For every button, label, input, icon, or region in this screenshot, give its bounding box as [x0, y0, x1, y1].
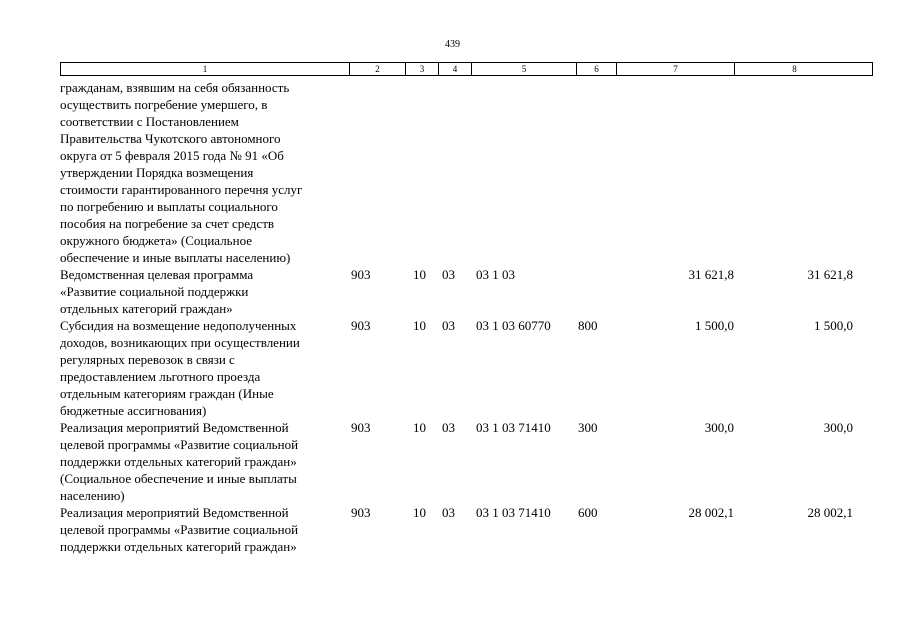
header-col-7: 7: [617, 63, 735, 75]
header-col-4: 4: [439, 63, 472, 75]
description-line: стоимости гарантированного перечня услуг: [60, 182, 303, 197]
section-code: 10: [413, 267, 426, 282]
table-row: [60, 317, 873, 419]
header-col-1: 1: [61, 63, 350, 75]
description-line: «Развитие социальной поддержки: [60, 284, 249, 299]
subsection-code: [438, 79, 471, 266]
description-line: Субсидия на возмещение недополученных: [60, 318, 297, 333]
page-number: 439: [445, 39, 460, 50]
expense-type-code: [576, 79, 616, 266]
description-line: соответствии с Постановлением: [60, 114, 239, 129]
description-line: Правительства Чукотского автономного: [60, 131, 281, 146]
description-line: поддержки отдельных категорий граждан»: [60, 539, 297, 554]
expense-type-code: 800: [578, 318, 598, 333]
ministry-code: [349, 79, 405, 266]
description-line: доходов, возникающих при осуществлении: [60, 335, 300, 350]
description-line: населению): [60, 488, 125, 503]
description-line: отдельным категориям граждан (Иные: [60, 386, 274, 401]
table-body: [60, 79, 873, 555]
description-line: окружного бюджета» (Социальное: [60, 233, 252, 248]
subsection-code: 03: [442, 505, 455, 520]
section-code: [405, 79, 438, 266]
description-line: гражданам, взявшим на себя обязанность: [60, 80, 290, 95]
description-line: бюджетные ассигнования): [60, 403, 207, 418]
description-line: обеспечение и иные выплаты населению): [60, 250, 291, 265]
row-description: [60, 419, 349, 504]
amount-col-7: 31 621,8: [688, 267, 734, 282]
amount-col-7: 300,0: [704, 420, 734, 435]
ministry-code: 903: [351, 267, 371, 282]
amount-col-8: 31 621,8: [807, 267, 853, 282]
description-line: утверждении Порядка возмещения: [60, 165, 254, 180]
description-line: целевой программы «Развитие социальной: [60, 437, 299, 452]
description-line: поддержки отдельных категорий граждан»: [60, 454, 297, 469]
target-article-code: 03 1 03 71410: [476, 505, 551, 520]
expense-type-code: 600: [578, 505, 598, 520]
section-code: 10: [413, 318, 426, 333]
table-row: [60, 419, 873, 504]
table-row: [60, 79, 873, 266]
amount-col-8: 300,0: [823, 420, 853, 435]
amount-col-8: [734, 79, 853, 266]
description-line: пособия на погребение за счет средств: [60, 216, 275, 231]
table-header-row: [60, 62, 873, 76]
header-col-6: 6: [577, 63, 617, 75]
description-line: округа от 5 февраля 2015 года № 91 «Об: [60, 148, 284, 163]
amount-col-7: 1 500,0: [695, 318, 734, 333]
table-row: [60, 504, 873, 555]
row-description: [60, 79, 349, 266]
amount-col-8: 28 002,1: [807, 505, 853, 520]
expense-type-code: [576, 266, 616, 317]
amount-col-7: [616, 79, 734, 266]
row-description: [60, 317, 349, 419]
ministry-code: 903: [351, 318, 371, 333]
row-description: [60, 266, 349, 317]
header-col-2: 2: [350, 63, 406, 75]
target-article-code: 03 1 03 60770: [476, 318, 551, 333]
target-article-code: 03 1 03 71410: [476, 420, 551, 435]
description-line: осуществить погребение умершего, в: [60, 97, 268, 112]
description-line: Реализация мероприятий Ведомственной: [60, 505, 289, 520]
description-line: отдельных категорий граждан»: [60, 301, 233, 316]
description-line: регулярных перевозок в связи с: [60, 352, 235, 367]
header-col-3: 3: [406, 63, 439, 75]
target-article-code: 03 1 03: [476, 267, 515, 282]
expense-type-code: 300: [578, 420, 598, 435]
table-row: [60, 266, 873, 317]
target-article-code: [471, 79, 576, 266]
description-line: Ведомственная целевая программа: [60, 267, 254, 282]
ministry-code: 903: [351, 505, 371, 520]
section-code: 10: [413, 420, 426, 435]
ministry-code: 903: [351, 420, 371, 435]
row-description: [60, 504, 349, 555]
section-code: 10: [413, 505, 426, 520]
header-col-5: 5: [472, 63, 577, 75]
amount-col-8: 1 500,0: [814, 318, 853, 333]
subsection-code: 03: [442, 267, 455, 282]
description-line: (Социальное обеспечение и иные выплаты: [60, 471, 297, 486]
amount-col-7: 28 002,1: [688, 505, 734, 520]
description-line: Реализация мероприятий Ведомственной: [60, 420, 289, 435]
description-line: предоставлением льготного проезда: [60, 369, 261, 384]
header-col-8: 8: [792, 64, 797, 74]
description-line: по погребению и выплаты социального: [60, 199, 278, 214]
subsection-code: 03: [442, 318, 455, 333]
description-line: целевой программы «Развитие социальной: [60, 522, 299, 537]
subsection-code: 03: [442, 420, 455, 435]
